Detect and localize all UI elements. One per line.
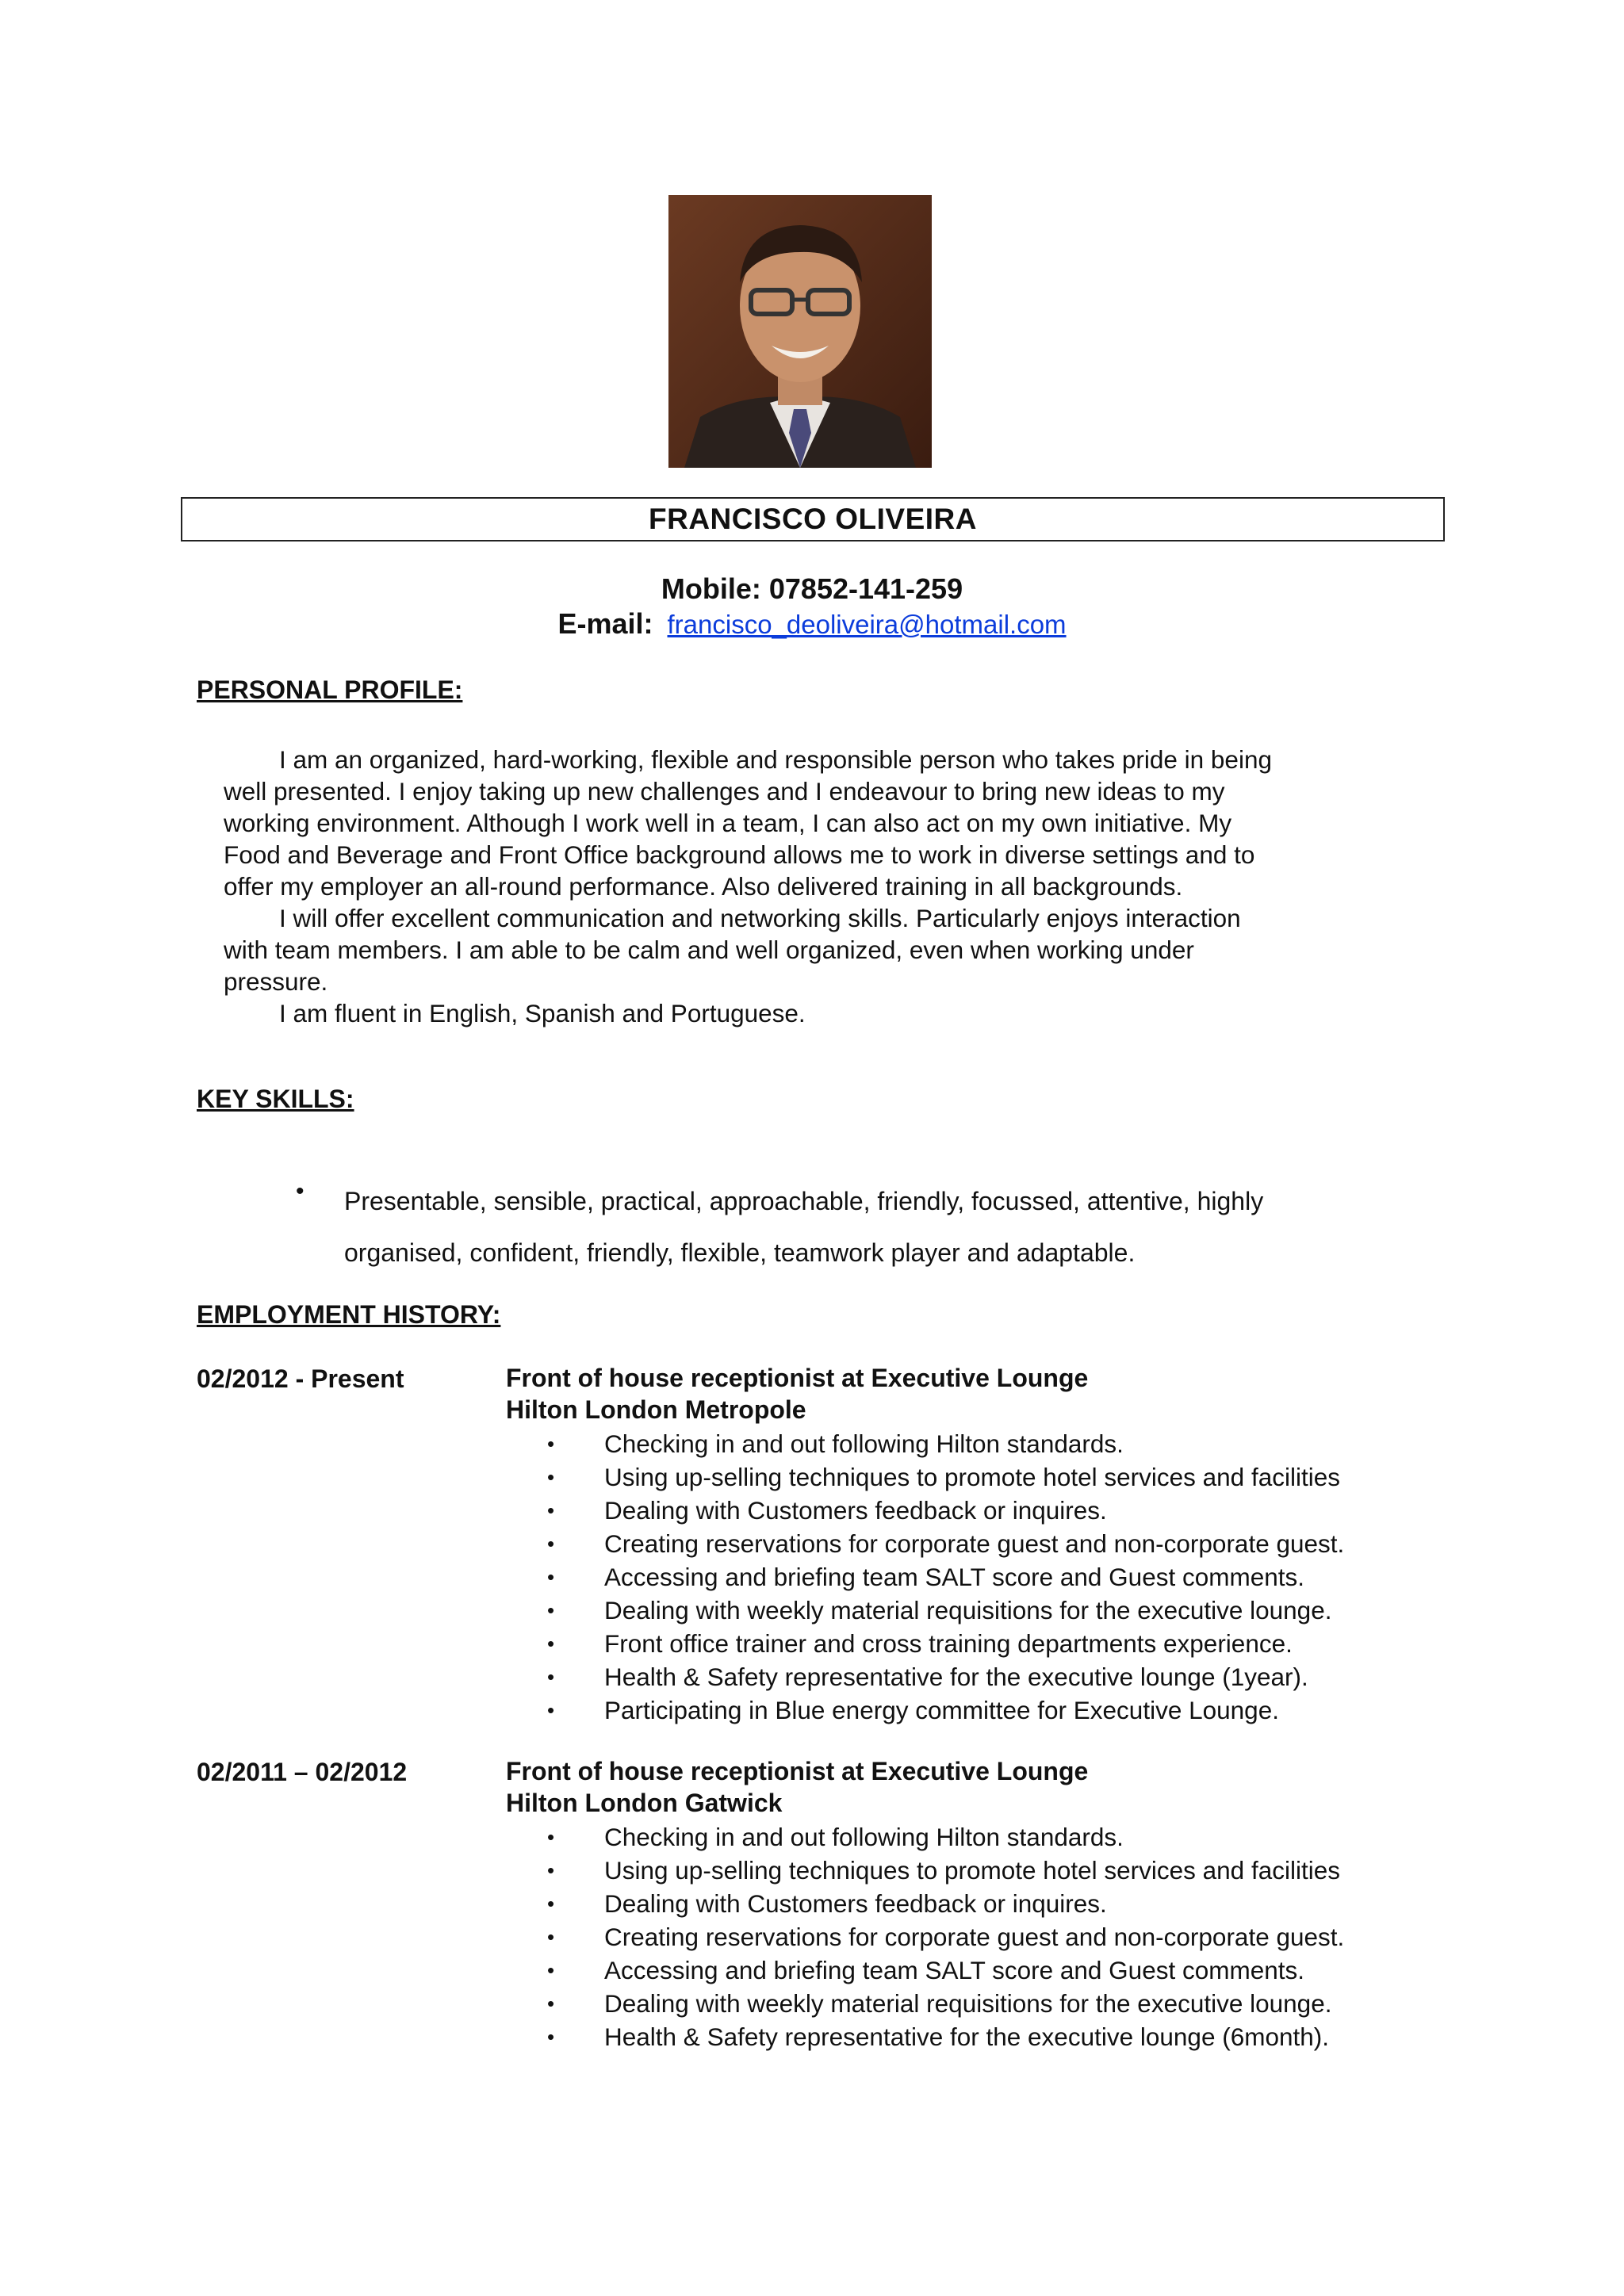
profile-line: working environment. Although I work well in a team, I can also act on my own initiative. My: [224, 809, 1232, 837]
list-item: [547, 1820, 1499, 1854]
list-item: [547, 1954, 1499, 1987]
list-item: [547, 1494, 1499, 1527]
profile-line: I am an organized, hard-working, flexible and responsible person who takes pride in being: [279, 745, 1272, 774]
list-item: [547, 1987, 1499, 2020]
job-heading: [506, 1362, 1088, 1425]
mobile-number: Mobile: 07852-141-259: [661, 572, 963, 605]
name-box: [181, 497, 1445, 541]
task-text: Health & Safety representative for the executive lounge (6month).: [604, 2022, 1330, 2051]
profile-line: I will offer excellent communication and networking skills. Particularly enjoys interaction: [279, 904, 1241, 932]
bullet-icon: •: [547, 1665, 555, 1689]
job-company: Hilton London Metropole: [506, 1395, 806, 1424]
bullet-icon: •: [547, 1432, 555, 1456]
job-dates: 02/2011 – 02/2012: [197, 1758, 408, 1786]
job-task-list: [547, 1820, 1499, 2053]
task-text: Dealing with weekly material requisitions for the executive lounge.: [604, 1596, 1332, 1624]
key-skills-heading: KEY SKILLS:: [197, 1085, 354, 1113]
list-item: [547, 2020, 1499, 2053]
bullet-icon: •: [547, 1958, 555, 1982]
list-item: [547, 1527, 1499, 1560]
job-company: Hilton London Gatwick: [506, 1789, 783, 1817]
task-text: Participating in Blue energy committee for Executive Lounge.: [604, 1696, 1279, 1724]
task-text: Dealing with Customers feedback or inquires.: [604, 1889, 1107, 1918]
job-task-list: [547, 1427, 1499, 1727]
bullet-icon: •: [547, 1925, 555, 1949]
bullet-icon: •: [547, 1498, 555, 1522]
personal-profile-heading: PERSONAL PROFILE:: [197, 675, 463, 704]
bullet-icon: •: [547, 1465, 555, 1489]
task-text: Dealing with weekly material requisitions for the executive lounge.: [604, 1989, 1332, 2018]
bullet-icon: •: [547, 1698, 555, 1722]
profile-line: well presented. I enjoy taking up new challenges and I endeavour to bring new ideas to my: [224, 777, 1225, 806]
task-text: Checking in and out following Hilton standards.: [604, 1823, 1124, 1851]
email-link[interactable]: francisco_deoliveira@hotmail.com: [667, 610, 1067, 639]
bullet-icon: •: [547, 1532, 555, 1556]
personal-profile-text: [224, 744, 1373, 1029]
profile-line: I am fluent in English, Spanish and Portuguese.: [279, 999, 806, 1027]
job-heading: [506, 1755, 1088, 1819]
bullet-icon: •: [547, 1565, 555, 1589]
list-item: [547, 1887, 1499, 1920]
bullet-icon: •: [547, 1858, 555, 1882]
task-text: Accessing and briefing team SALT score and Guest comments.: [604, 1956, 1305, 1984]
task-text: Accessing and briefing team SALT score and Guest comments.: [604, 1563, 1305, 1591]
email-line: [0, 607, 1624, 641]
profile-line: with team members. I am able to be calm and well organized, even when working under: [224, 936, 1194, 964]
bullet-icon: •: [547, 1992, 555, 2015]
task-text: Using up-selling techniques to promote hotel services and facilities: [604, 1856, 1340, 1885]
task-text: Creating reservations for corporate guest and non-corporate guest.: [604, 1923, 1345, 1951]
job-dates: 02/2012 - Present: [197, 1364, 404, 1393]
profile-photo: [668, 195, 932, 468]
email-label: E-mail:: [557, 607, 653, 640]
bullet-icon: •: [547, 1598, 555, 1622]
key-skills-text: Presentable, sensible, practical, approachable, friendly, focussed, attentive, highly organised, confident, friendly, flexible, teamwork player and adaptable.: [344, 1187, 1264, 1267]
task-text: Dealing with Customers feedback or inquires.: [604, 1496, 1107, 1525]
task-text: Front office trainer and cross training departments experience.: [604, 1629, 1293, 1658]
list-item: [547, 1660, 1499, 1693]
list-item: [547, 1693, 1499, 1727]
bullet-icon: •: [547, 1632, 555, 1655]
list-item: [547, 1854, 1499, 1887]
list-item: [547, 1594, 1499, 1627]
bullet-icon: •: [547, 2025, 555, 2049]
task-text: Checking in and out following Hilton standards.: [604, 1429, 1124, 1458]
bullet-icon: •: [547, 1825, 555, 1849]
employment-history-heading: EMPLOYMENT HISTORY:: [197, 1300, 501, 1329]
profile-line: Food and Beverage and Front Office background allows me to work in diverse settings and to: [224, 840, 1255, 869]
list-item: [547, 1920, 1499, 1954]
task-text: Using up-selling techniques to promote hotel services and facilities: [604, 1463, 1340, 1491]
bullet-icon: •: [296, 1178, 304, 1204]
job-title: Front of house receptionist at Executive Lounge: [506, 1364, 1089, 1392]
profile-line: offer my employer an all-round performance. Also delivered training in all backgrounds.: [224, 872, 1183, 901]
list-item: [547, 1560, 1499, 1594]
list-item: [547, 1460, 1499, 1494]
bullet-icon: •: [547, 1892, 555, 1915]
profile-line: pressure.: [224, 967, 328, 996]
full-name: FRANCISCO OLIVEIRA: [649, 503, 977, 535]
job-title: Front of house receptionist at Executive Lounge: [506, 1757, 1089, 1785]
list-item: [547, 1427, 1499, 1460]
task-text: Health & Safety representative for the executive lounge (1year).: [604, 1663, 1308, 1691]
task-text: Creating reservations for corporate guest and non-corporate guest.: [604, 1529, 1345, 1558]
list-item: [547, 1627, 1499, 1660]
